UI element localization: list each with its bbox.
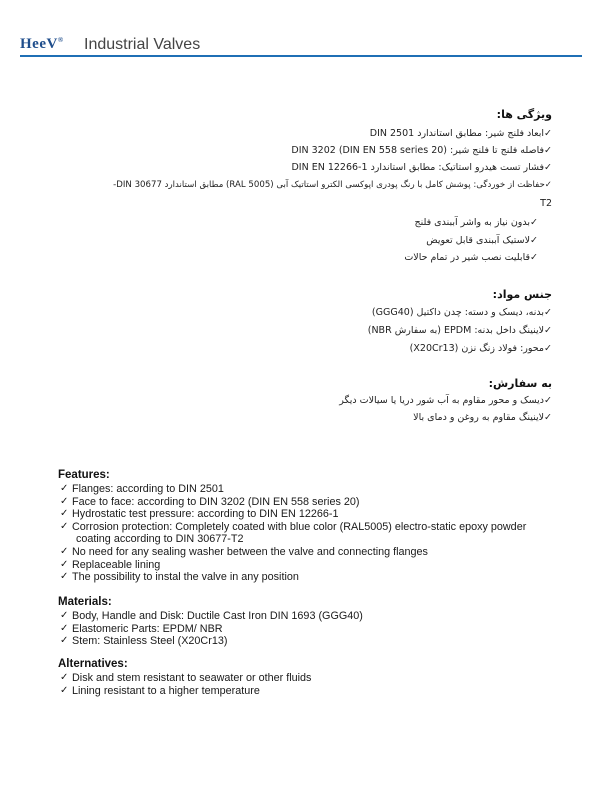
fa-materials-title: جنس مواد:	[492, 288, 552, 301]
en-feature-item: ✓ No need for any sealing washer between the valve and connecting flanges	[60, 545, 428, 558]
en-materials-list	[58, 610, 363, 648]
check-icon: ✓	[60, 558, 69, 570]
en-material-item: ✓ Stem: Stainless Steel (X20Cr13)	[60, 635, 228, 648]
fa-feature-item: ✓قابلیت نصب شیر در تمام حالات	[404, 252, 538, 263]
fa-order-title: به سفارش:	[488, 377, 552, 390]
check-icon: ✓	[60, 483, 69, 494]
brand-logo: HeeV®	[20, 36, 64, 52]
check-icon: ✓	[60, 508, 69, 520]
check-icon: ✓	[544, 180, 552, 190]
fa-feature-item: ✓حفاظت از خوردگی: پوشش کامل با رنگ پودری اپوکسی الکترو استاتیک آبی (RAL 5005) مطابق استاندارد DIN 30677-	[113, 180, 552, 190]
fa-order-item: ✓دیسک و محور مقاوم به آب شور دریا یا سیالات دیگر	[339, 395, 552, 406]
check-icon: ✓	[544, 307, 552, 318]
en-feature-item: ✓ Hydrostatic test pressure: according to DIN EN 12266-1	[60, 508, 339, 521]
en-alternatives-title: Alternatives:	[58, 658, 128, 670]
en-feature-item: ✓ Replaceable lining	[60, 558, 161, 571]
check-icon: ✓	[544, 162, 552, 173]
en-features-list	[58, 483, 526, 584]
check-icon: ✓	[60, 495, 69, 507]
fa-order-item: ✓لاینینگ مقاوم به روغن و دمای بالا	[413, 412, 552, 423]
fa-feature-item: ✓ابعاد فلنج شیر: مطابق استاندارد DIN 2501	[369, 128, 552, 139]
header-subtitle: Industrial Valves	[84, 36, 201, 53]
en-features-title: Features:	[58, 469, 110, 481]
fa-feature-item: ✓لاستیک آببندی قابل تعویض	[426, 235, 538, 246]
en-material-item: ✓ Elastomeric Parts: EPDM/ NBR	[60, 622, 223, 635]
en-alternatives-list	[58, 672, 311, 697]
check-icon: ✓	[60, 672, 69, 683]
en-alternative-item: ✓ Disk and stem resistant to seawater or other fluids	[60, 672, 312, 684]
fa-material-item: ✓بدنه، دیسک و دسته: چدن داکتیل (GGG40)	[371, 307, 552, 318]
check-icon: ✓	[60, 684, 69, 696]
check-icon: ✓	[530, 217, 538, 228]
check-icon: ✓	[60, 635, 69, 647]
check-icon: ✓	[544, 128, 552, 139]
fa-material-item: ✓محور: فولاد زنگ نزن (X20Cr13)	[409, 343, 552, 354]
fa-feature-item: ✓بدون نیاز به واشر آببندی فلنج	[414, 217, 538, 228]
check-icon: ✓	[60, 520, 69, 532]
check-icon: ✓	[60, 545, 69, 557]
check-icon: ✓	[544, 395, 552, 406]
check-icon: ✓	[530, 235, 538, 246]
en-feature-item: ✓ Corrosion protection: Completely coated with blue color (RAL5005) electro-static epoxy powder coating according to DIN 30677-T2	[60, 520, 527, 546]
en-feature-item: ✓ The possibility to instal the valve in any position	[60, 571, 299, 584]
check-icon: ✓	[544, 343, 552, 354]
en-feature-item: ✓ Flanges: according to DIN 2501	[60, 483, 224, 495]
fa-feature-item: ✓فشار تست هیدرو استاتیک: مطابق استاندارد DIN EN 12266-1	[291, 162, 552, 173]
en-materials-title: Materials:	[58, 596, 112, 608]
fa-material-item: ✓لاینینگ داخل بدنه: EPDM (به سفارش NBR)	[367, 325, 552, 336]
header-divider	[20, 55, 582, 57]
en-alternative-item: ✓ Lining resistant to a higher temperature	[60, 684, 260, 697]
check-icon: ✓	[60, 610, 69, 621]
en-feature-item: ✓ Face to face: according to DIN 3202 (DIN EN 558 series 20)	[60, 495, 360, 508]
check-icon: ✓	[60, 622, 69, 634]
fa-feature-item: ✓فاصله فلنج تا فلنج شیر: DIN 3202 (DIN EN 558 series 20)	[291, 145, 552, 156]
check-icon: ✓	[544, 412, 552, 423]
fa-features-title: ویژگی ها:	[496, 108, 552, 121]
page-header	[20, 34, 582, 58]
en-feature-wrap: coating according to DIN 30677-T2	[76, 533, 244, 546]
check-icon: ✓	[530, 252, 538, 263]
fa-feature-wrap: T2	[540, 198, 552, 209]
check-icon: ✓	[544, 325, 552, 336]
check-icon: ✓	[60, 571, 69, 583]
check-icon: ✓	[544, 145, 552, 156]
en-material-item: ✓ Body, Handle and Disk: Ductile Cast Iron DIN 1693 (GGG40)	[60, 610, 363, 622]
